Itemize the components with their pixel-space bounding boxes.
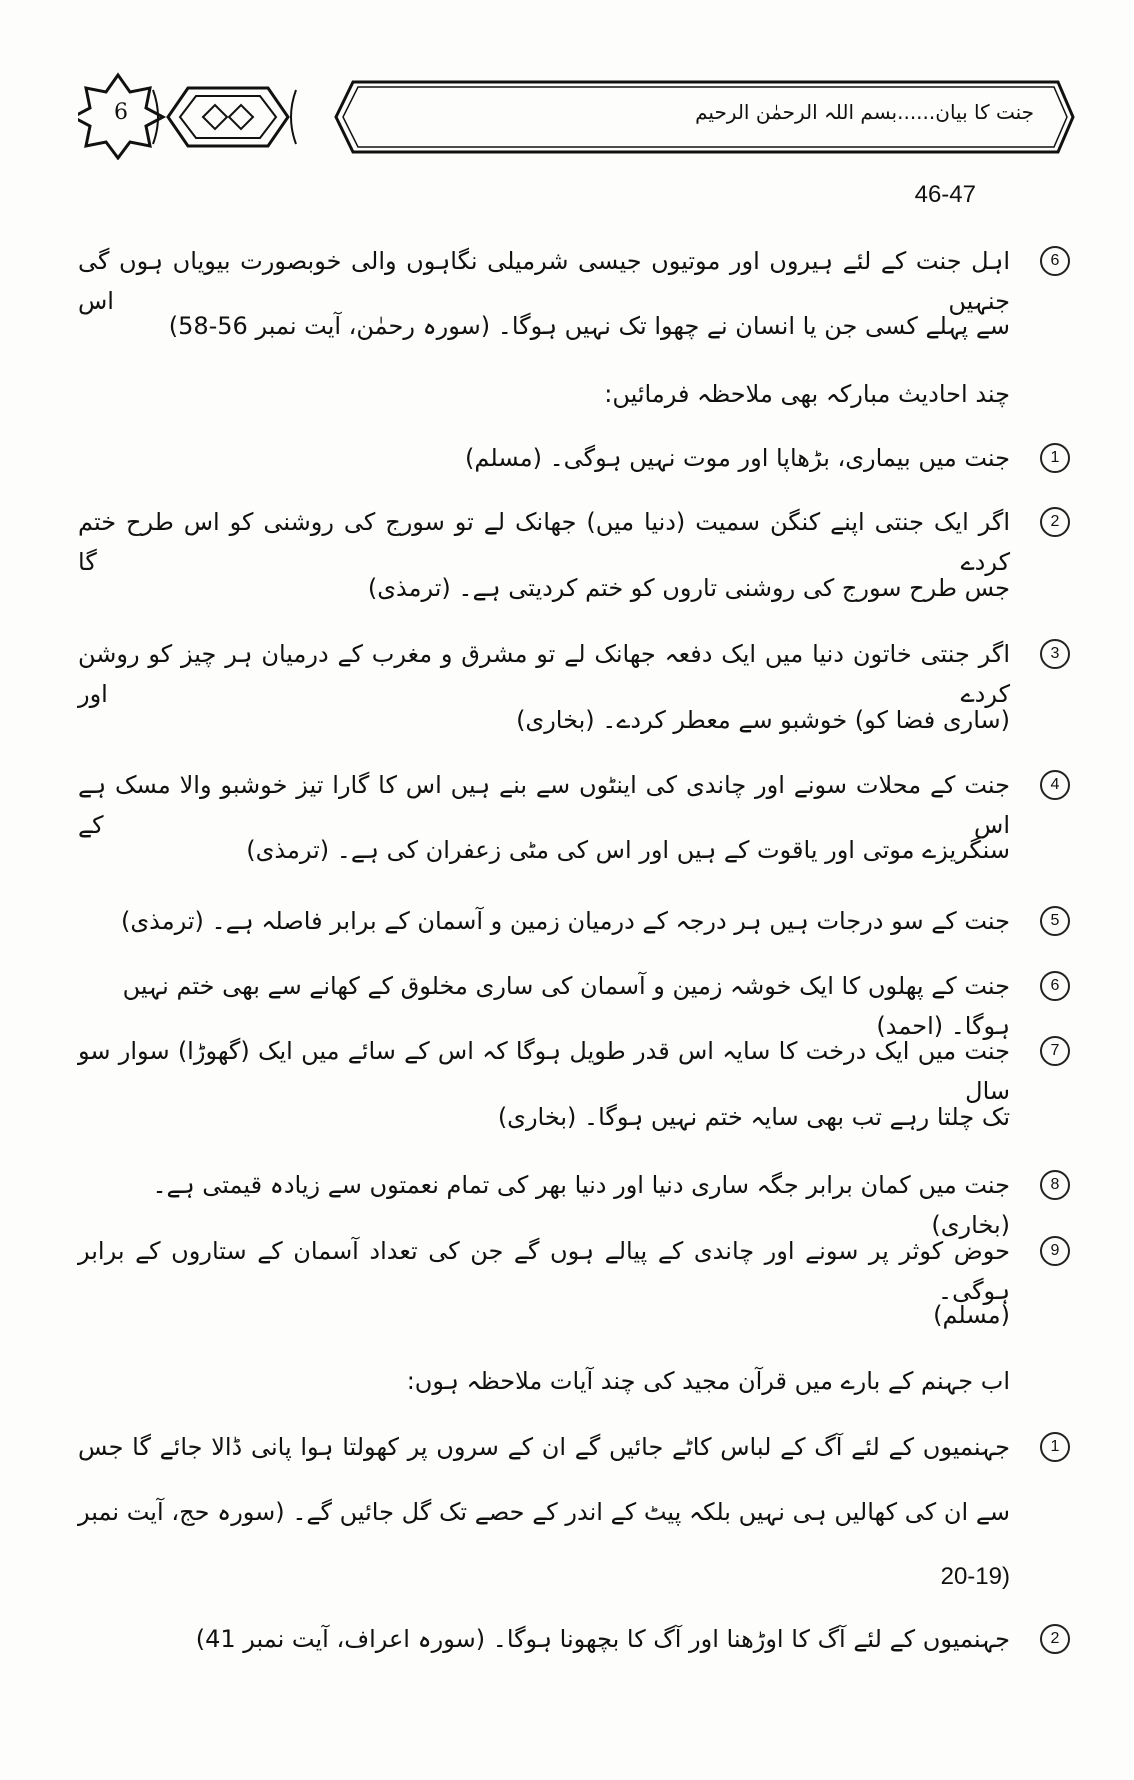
paragraph-line: (20-19 — [940, 1563, 1010, 1590]
paragraph-line: جنت میں بیماری، بڑھاپا اور موت نہیں ہوگی۔ (مسلم) — [465, 444, 1010, 472]
item-number: 4 — [1040, 770, 1070, 800]
section-heading: چند احادیث مبارکہ بھی ملاحظہ فرمائیں: — [604, 380, 1010, 408]
paragraph-line: جہنمیوں کے لئے آگ کے لباس کاٹے جائیں گے ان کے سروں پر کھولتا ہوا پانی ڈالا جائے گا جس — [78, 1433, 1010, 1461]
paragraph-line: (ساری فضا کو) خوشبو سے معطر کردے۔ (بخاری) — [516, 706, 1010, 734]
paragraph-line: جہنمیوں کے لئے آگ کا اوڑھنا اور آگ کا بچھونا ہوگا۔ (سورہ اعراف، آیت نمبر 41) — [195, 1625, 1010, 1653]
paragraph-line: جنت میں کمان برابر جگہ ساری دنیا اور دنیا بھر کی تمام نعمتوں سے زیادہ قیمتی ہے۔ (بخاری) — [152, 1171, 1010, 1239]
paragraph-line: سے ان کی کھالیں ہی نہیں بلکہ پیٹ کے اندر کے حصے تک گل جائیں گے۔ (سورہ حج، آیت نمبر — [78, 1498, 1010, 1526]
item-number: 9 — [1040, 1236, 1070, 1266]
paragraph-line: جنت کے سو درجات ہیں ہر درجہ کے درمیان زمین و آسمان کے برابر فاصلہ ہے۔ (ترمذی) — [121, 907, 1010, 935]
paragraph-line: (مسلم) — [933, 1301, 1010, 1329]
item-number: 6 — [1040, 971, 1070, 1001]
item-number: 2 — [1040, 1624, 1070, 1654]
section-heading: اب جہنم کے بارے میں قرآن مجید کی چند آیات ملاحظہ ہوں: — [406, 1367, 1010, 1395]
paragraph-line: اگر ایک جنتی اپنے کنگن سمیت (دنیا میں) جھانک لے تو سورج کی روشنی کو اس طرح ختم کردے گا — [78, 508, 1010, 576]
paragraph-line: سنگریزے موتی اور یاقوت کے ہیں اور اس کی مٹی زعفران کی ہے۔ (ترمذی) — [246, 836, 1010, 864]
page-number: 6 — [114, 100, 128, 125]
paragraph-line: اگر جنتی خاتون دنیا میں ایک دفعہ جھانک لے تو مشرق و مغرب کے درمیان ہر چیز کو روشن کردے اور — [78, 640, 1010, 708]
item-number: 2 — [1040, 507, 1070, 537]
item-number: 6 — [1040, 246, 1070, 276]
carryover-reference: 46-47 — [914, 181, 976, 208]
running-header-title: جنت کا بیان......بسم اللہ الرحمٰن الرحیم — [695, 100, 1034, 124]
item-number: 3 — [1040, 639, 1070, 669]
paragraph-line: جنت میں ایک درخت کا سایہ اس قدر طویل ہوگا کہ اس کے سائے میں ایک (گھوڑا) سوار سو سال — [78, 1037, 1010, 1105]
item-number: 8 — [1040, 1170, 1070, 1200]
item-number: 1 — [1040, 1432, 1070, 1462]
item-number: 7 — [1040, 1036, 1070, 1066]
paragraph-line: جنت کے پھلوں کا ایک خوشہ زمین و آسمان کی ساری مخلوق کے کھانے سے بھی ختم نہیں ہوگا۔ (احمد) — [122, 972, 1010, 1040]
paragraph-line: حوض کوثر پر سونے اور چاندی کے پیالے ہوں گے جن کی تعداد آسمان کے ستاروں کے برابر ہوگی۔ — [78, 1237, 1010, 1305]
paragraph-line: اہل جنت کے لئے ہیروں اور موتیوں جیسی شرمیلی نگاہوں والی خوبصورت بیویاں ہوں گی جنہیں اس — [78, 247, 1011, 315]
paragraph-line: سے پہلے کسی جن یا انسان نے چھوا تک نہیں ہوگا۔ (سورہ رحمٰن، آیت نمبر 56-58) — [168, 312, 1010, 340]
paragraph-line: جس طرح سورج کی روشنی تاروں کو ختم کردیتی ہے۔ (ترمذی) — [367, 574, 1010, 602]
paragraph-line: تک چلتا رہے تب بھی سایہ ختم نہیں ہوگا۔ (بخاری) — [497, 1103, 1010, 1131]
paragraph-line: جنت کے محلات سونے اور چاندی کی اینٹوں سے بنے ہیں اس کا گارا تیز خوشبو والا مسک ہے اس کے — [78, 771, 1010, 839]
item-number: 1 — [1040, 443, 1070, 473]
item-number: 5 — [1040, 906, 1070, 936]
